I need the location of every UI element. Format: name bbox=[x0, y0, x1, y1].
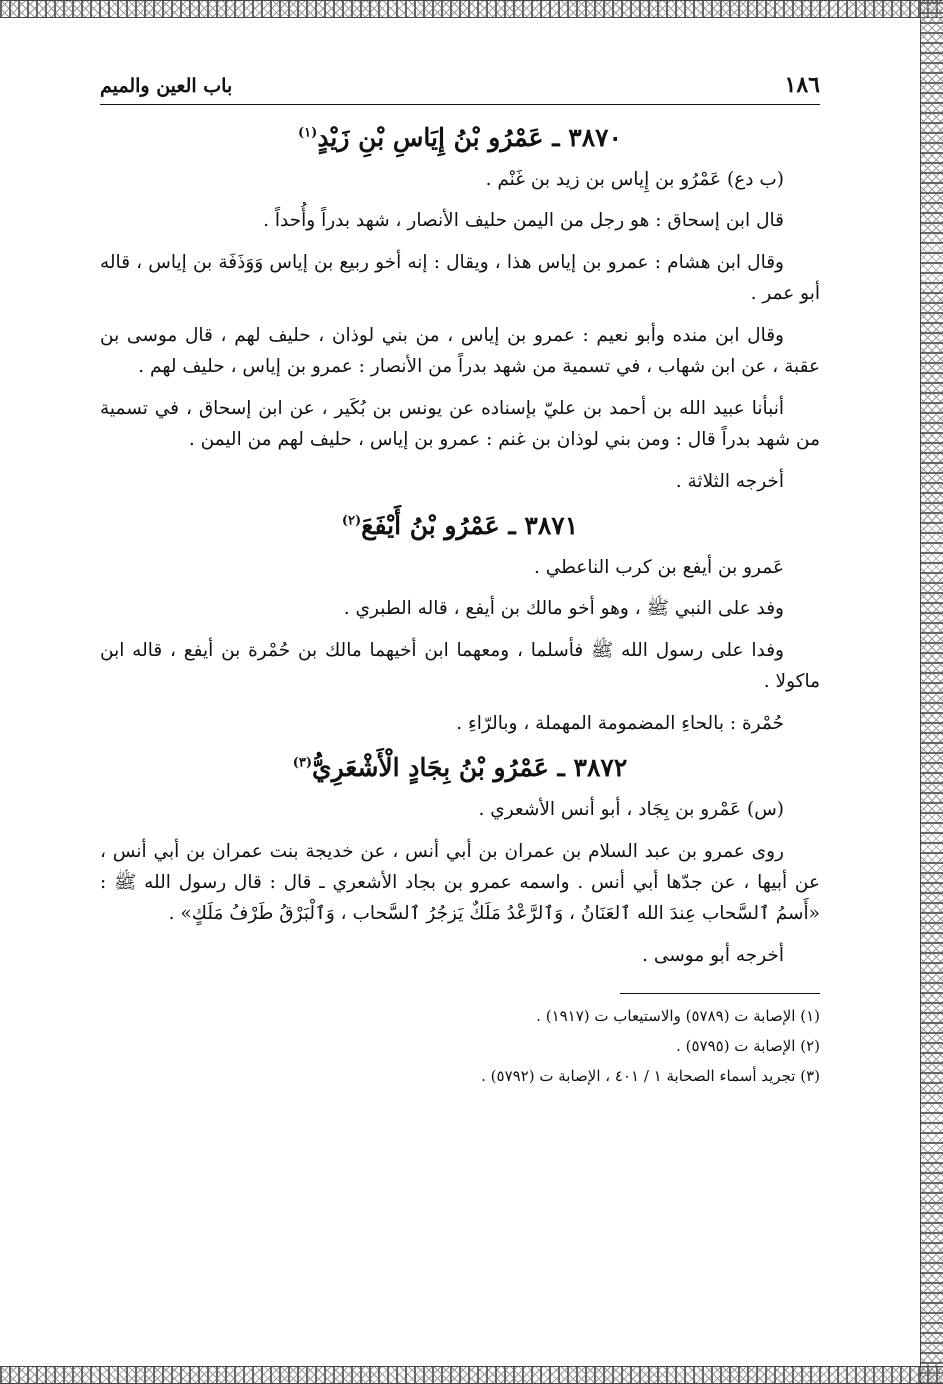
footnote-ref: (٣) bbox=[292, 755, 313, 771]
chapter-title: باب العين والميم bbox=[100, 75, 233, 97]
ornamental-border-top bbox=[0, 0, 943, 18]
book-page bbox=[100, 72, 820, 1094]
footnotes bbox=[100, 1004, 820, 1088]
entry-3871 bbox=[100, 511, 820, 739]
entry-title: ٣٨٧١ ـ عَمْرُو بْنُ أَيْفَعَ$^{(٢)}$ bbox=[341, 510, 579, 540]
ornamental-border-bottom bbox=[0, 1366, 943, 1384]
paragraph: أنبأنا عبيد الله بن أحمد بن عليّ بإسناده عن يونس بن بُكَير ، عن ابن إسحاق ، في تسمية من شهد بدراً قال : ومن بني لوذان بن غنم : عمرو بن إياس ، حليف لهم من اليمن . bbox=[100, 397, 820, 451]
paragraph: (ب دع) عَمْرُو بن إِياس بن زيد بن غَنْم . bbox=[485, 169, 784, 190]
entry-3872 bbox=[100, 753, 820, 971]
paragraph: (س) عَمْرو بن بِجَاد ، أبو أنس الأشعري . bbox=[478, 799, 784, 821]
footnote: (٣) تجريد أسماء الصحابة ١ / ٤٠١ ، الإصابة ت (٥٧٩٢) . bbox=[481, 1067, 820, 1086]
paragraph: وقال ابن هشام : عمرو بن إياس هذا ، ويقال : إنه أخو ربيع بن إياس وَوَذَفَة بن إياس ، قاله أبو عمر . bbox=[100, 251, 820, 305]
paragraph: قال ابن إسحاق : هو رجل من اليمن حليف الأنصار ، شهد بدراً وأُحداً . bbox=[263, 210, 784, 232]
paragraph: روى عمرو بن عبد السلام بن عمران بن أبي أنس ، عن خديجة بنت عمران بن أبي أنس ، عن أبيها ، عن جدّها أبي أنس . واسمه عمرو بن بجاد الأشعري ـ قال : قال رسول الله ﷺ : «أَسمُ ٱلسَّحاب عِندَ الله ٱلعَنَانُ ، وَٱلرَّعْدُ مَلَكٌ يَزجُرُ ٱلسَّحاب ، وَٱلْبَرْقُ طَرْفُ مَلَكٍ» . bbox=[100, 840, 820, 925]
paragraph: أخرجه أبو موسى . bbox=[642, 944, 784, 966]
paragraph: أخرجه الثلاثة . bbox=[675, 470, 784, 492]
footnote-ref: (٢) bbox=[341, 513, 362, 529]
entry-title: ٣٨٧٢ ـ عَمْرُو بْنُ بِجَادٍ الْأَشْعَرِيُّ$^{(٣)}$ bbox=[292, 753, 628, 783]
paragraph: عَمرو بن أيفع بن كرب الناعطي . bbox=[533, 556, 784, 578]
paragraph: وفد على النبي ﷺ ، وهو أخو مالك بن أيفع ، قاله الطبري . bbox=[343, 598, 784, 620]
entry-title: ٣٨٧٠ ـ عَمْرُو بْنُ إِيَاسِ بْنِ زَيْدٍ$^{(١)}$ bbox=[298, 123, 622, 152]
paragraph: وقال ابن منده وأبو نعيم : عمرو بن إياس ، من بني لوذان ، حليف لهم ، قال موسى بن عقبة ، عن ابن شهاب ، في تسمية من شهد بدراً من الأنصار : عمرو بن إياس ، حليف لهم . bbox=[100, 324, 820, 378]
paragraph: وفدا على رسول الله ﷺ فأسلما ، ومعهما ابن أخيهما مالك بن حُمْرة بن أيفع ، قاله ابن ماكولا . bbox=[100, 639, 820, 693]
paragraph: حُمْرة : بالحاءِ المضمومة المهملة ، وبالرّاءِ . bbox=[456, 712, 784, 734]
footnote: (٢) الإصابة ت (٥٧٩٥) . bbox=[676, 1037, 820, 1056]
footnote: (١) الإصابة ت (٥٧٨٩) والاستيعاب ت (١٩١٧) . bbox=[536, 1007, 820, 1026]
footnote-separator bbox=[620, 993, 820, 994]
page-number: ١٨٦ bbox=[784, 72, 820, 98]
running-header bbox=[100, 72, 820, 105]
entry-3870 bbox=[100, 123, 820, 497]
footnote-ref: (١) bbox=[298, 125, 318, 141]
ornamental-border-right bbox=[920, 0, 943, 1384]
